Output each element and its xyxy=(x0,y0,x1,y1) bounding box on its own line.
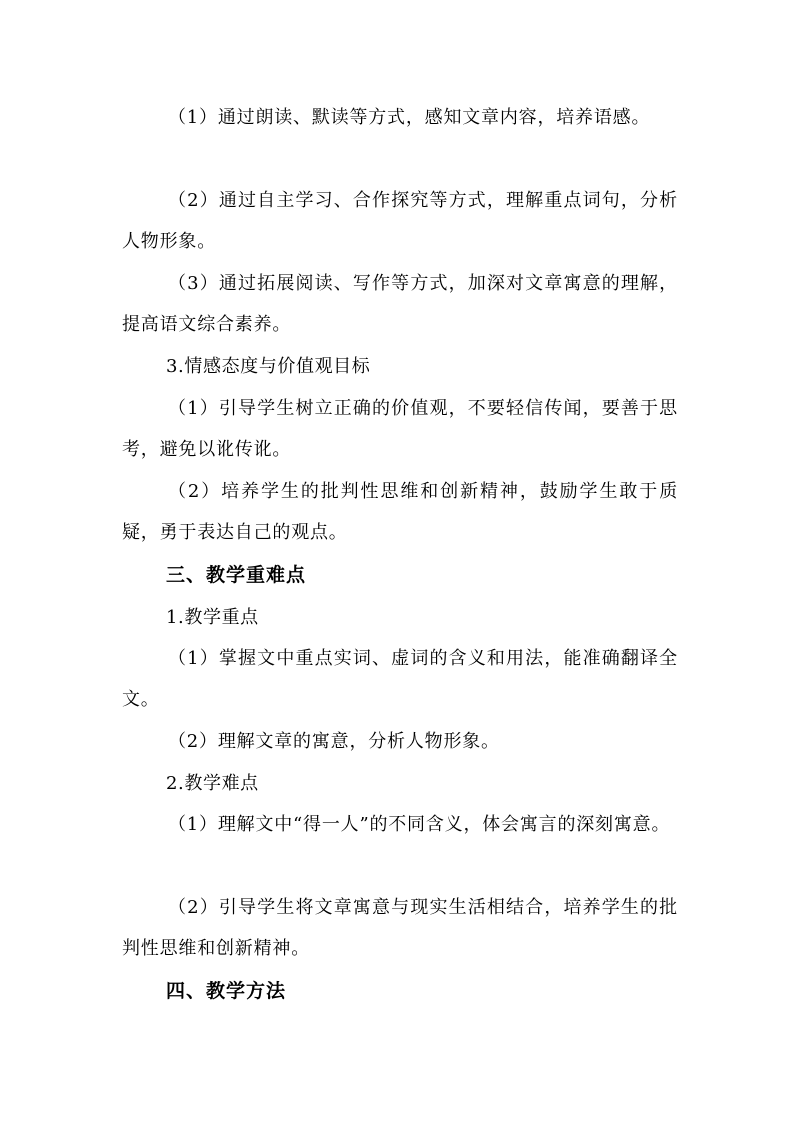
paragraph-focus-1: （1）掌握文中重点实词、虚词的含义和用法，能准确翻译全文。 xyxy=(122,648,678,710)
section-heading-key-difficult-points: 三、教学重难点 xyxy=(166,564,307,586)
paragraph-difficulty-1: （1）理解文中“得一人”的不同含义，体会寓言的深刻寓意。 xyxy=(168,814,671,835)
subheading-teaching-difficulty: 2.教学难点 xyxy=(166,773,259,794)
paragraph-ability-3: （3）通过拓展阅读、写作等方式，加深对文章寓意的理解，提高语文综合素养。 xyxy=(122,273,678,335)
paragraph-ability-1: （1）通过朗读、默读等方式，感知文章内容，培养语感。 xyxy=(168,107,651,128)
paragraph-ability-2: （2）通过自主学习、合作探究等方式，理解重点词句，分析人物形象。 xyxy=(122,190,678,252)
section-heading-teaching-methods: 四、教学方法 xyxy=(166,980,287,1002)
paragraph-focus-2: （2）理解文章的寓意，分析人物形象。 xyxy=(168,731,500,752)
paragraph-difficulty-2: （2）引导学生将文章寓意与现实生活相结合，培养学生的批判性思维和创新精神。 xyxy=(122,897,678,959)
subheading-emotion-goals: 3.情感态度与价值观目标 xyxy=(166,356,371,377)
paragraph-emotion-1: （1）引导学生树立正确的价值观，不要轻信传闻，要善于思考，避免以讹传讹。 xyxy=(122,398,678,460)
subheading-teaching-focus: 1.教学重点 xyxy=(166,607,259,628)
paragraph-emotion-2: （2）培养学生的批判性思维和创新精神，鼓励学生敢于质疑，勇于表达自己的观点。 xyxy=(122,481,678,543)
